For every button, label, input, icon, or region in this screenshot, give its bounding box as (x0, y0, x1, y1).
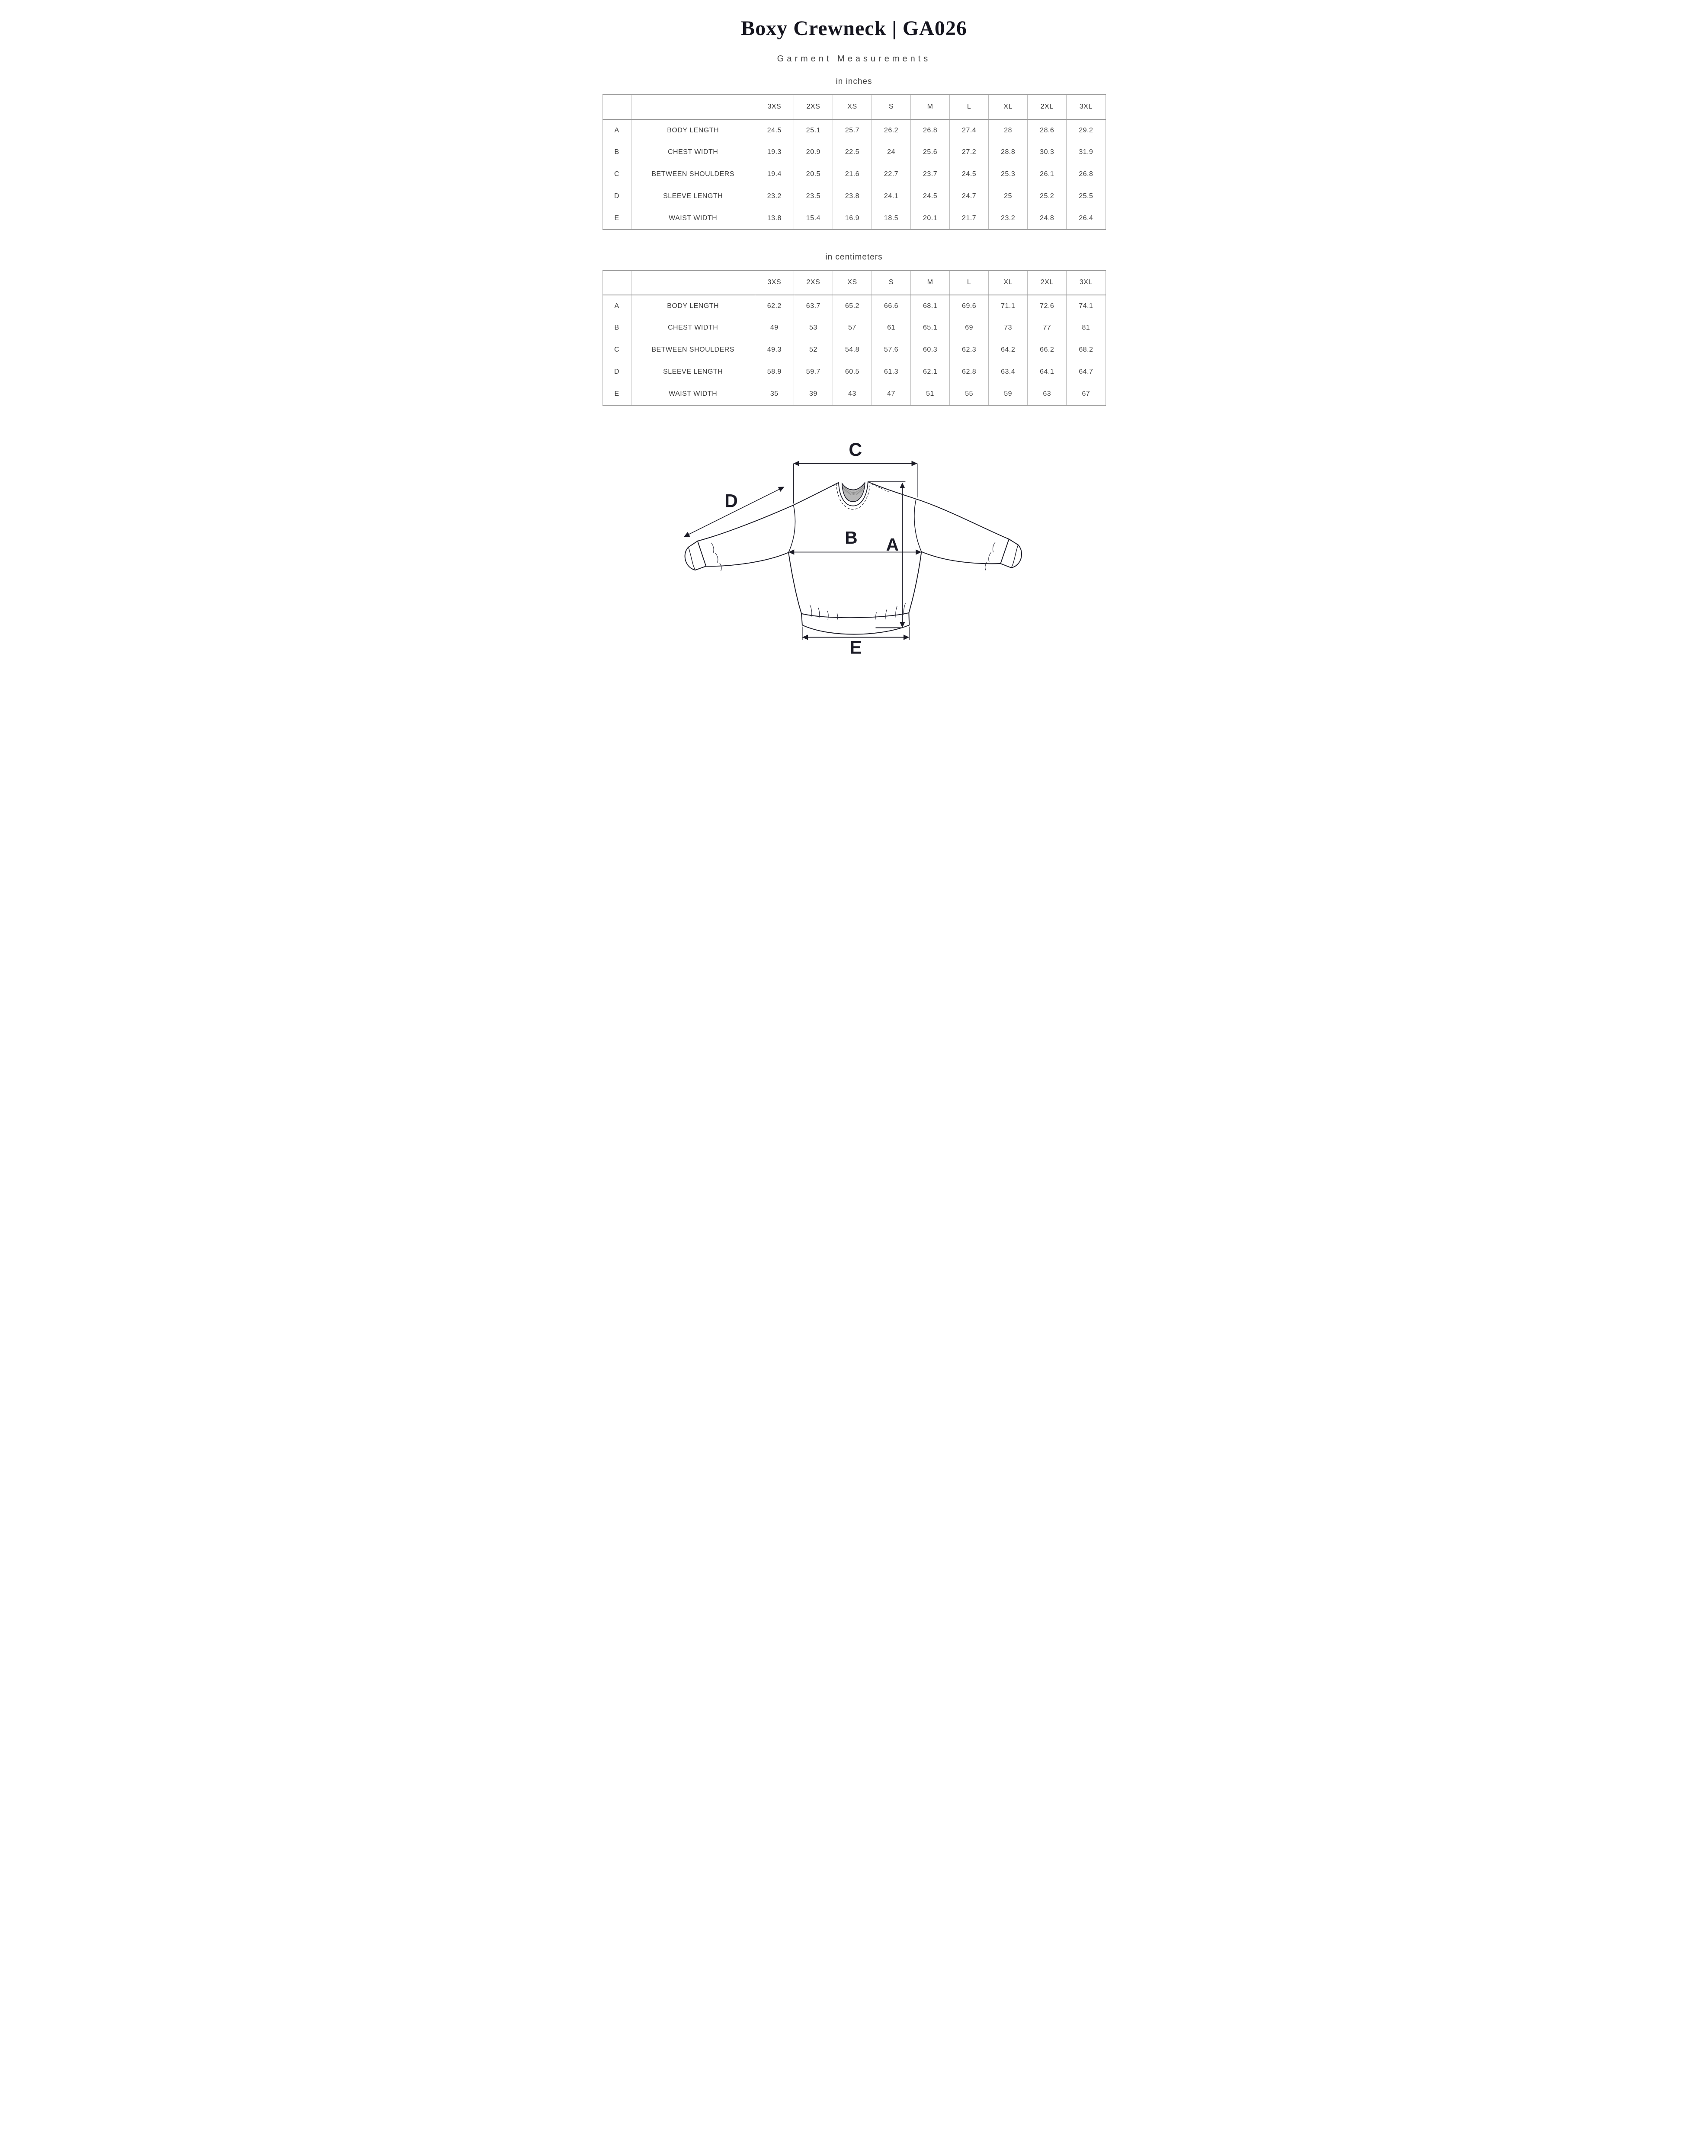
garment-diagram (586, 436, 1122, 667)
measurement-row (602, 208, 1106, 230)
label-sleeve-length: D (724, 490, 738, 511)
label-chest-width: B (844, 527, 858, 548)
inches-section (586, 77, 1122, 230)
c-arrowhead-left (793, 461, 799, 466)
measurement-row (602, 339, 1106, 361)
value-cell: 24.5 (911, 186, 950, 208)
corner-key-cell (602, 270, 631, 295)
row-key-cell: B (602, 141, 631, 163)
value-cell: 25.7 (833, 119, 872, 141)
value-cell: 63.7 (794, 295, 833, 317)
value-cell: 25 (989, 186, 1028, 208)
value-cell: 20.1 (911, 208, 950, 230)
value-cell: 69 (950, 317, 989, 339)
value-cell: 74.1 (1067, 295, 1106, 317)
value-cell: 77 (1028, 317, 1067, 339)
value-cell: 27.4 (950, 119, 989, 141)
corner-label-cell (631, 270, 755, 295)
row-label-cell: WAIST WIDTH (631, 383, 755, 405)
value-cell: 64.1 (1028, 361, 1067, 383)
value-cell: 59 (989, 383, 1028, 405)
a-arrowhead-top (900, 483, 905, 488)
value-cell: 16.9 (833, 208, 872, 230)
value-cell: 73 (989, 317, 1028, 339)
value-cell: 61.3 (872, 361, 910, 383)
value-cell: 35 (755, 383, 794, 405)
value-cell: 18.5 (872, 208, 910, 230)
e-arrowhead-right (903, 634, 909, 640)
row-key-cell: A (602, 119, 631, 141)
value-cell: 60.5 (833, 361, 872, 383)
value-cell: 25.2 (1028, 186, 1067, 208)
row-label-cell: BODY LENGTH (631, 295, 755, 317)
size-header-cell: L (950, 270, 989, 295)
centimeters-section (586, 253, 1122, 406)
row-key-cell: E (602, 208, 631, 230)
corner-key-cell (602, 95, 631, 119)
label-between-shoulders: C (848, 439, 862, 460)
label-waist-width: E (849, 637, 862, 658)
value-cell: 63 (1028, 383, 1067, 405)
value-cell: 60.3 (911, 339, 950, 361)
crewneck-flat-drawing (663, 436, 1045, 665)
value-cell: 25.1 (794, 119, 833, 141)
centimeters-table (602, 270, 1106, 406)
size-header-cell: L (950, 95, 989, 119)
value-cell: 13.8 (755, 208, 794, 230)
size-header-cell: XL (989, 95, 1028, 119)
value-cell: 47 (872, 383, 910, 405)
unit-label-inches: in inches (836, 77, 872, 86)
page-title: Boxy Crewneck | GA026 (741, 17, 967, 40)
measurement-row (602, 295, 1106, 317)
value-cell: 69.6 (950, 295, 989, 317)
row-key-cell: B (602, 317, 631, 339)
value-cell: 30.3 (1028, 141, 1067, 163)
value-cell: 24 (872, 141, 910, 163)
value-cell: 25.5 (1067, 186, 1106, 208)
value-cell: 26.4 (1067, 208, 1106, 230)
value-cell: 54.8 (833, 339, 872, 361)
value-cell: 23.5 (794, 186, 833, 208)
value-cell: 23.2 (989, 208, 1028, 230)
size-header-cell: S (872, 95, 910, 119)
value-cell: 61 (872, 317, 910, 339)
value-cell: 21.6 (833, 163, 872, 186)
row-label-cell: SLEEVE LENGTH (631, 186, 755, 208)
row-key-cell: D (602, 186, 631, 208)
measurement-row (602, 119, 1106, 141)
value-cell: 20.9 (794, 141, 833, 163)
value-cell: 24.8 (1028, 208, 1067, 230)
value-cell: 57 (833, 317, 872, 339)
value-cell: 23.8 (833, 186, 872, 208)
c-arrowhead-right (911, 461, 917, 466)
size-chart-page (586, 0, 1122, 693)
size-header-cell: 3XL (1067, 95, 1106, 119)
size-header-cell: XS (833, 95, 872, 119)
value-cell: 81 (1067, 317, 1106, 339)
row-label-cell: SLEEVE LENGTH (631, 361, 755, 383)
value-cell: 19.4 (755, 163, 794, 186)
row-label-cell: WAIST WIDTH (631, 208, 755, 230)
row-label-cell: CHEST WIDTH (631, 317, 755, 339)
row-key-cell: C (602, 163, 631, 186)
value-cell: 26.2 (872, 119, 910, 141)
value-cell: 53 (794, 317, 833, 339)
value-cell: 19.3 (755, 141, 794, 163)
row-key-cell: C (602, 339, 631, 361)
value-cell: 66.2 (1028, 339, 1067, 361)
size-header-cell: 3XL (1067, 270, 1106, 295)
value-cell: 25.3 (989, 163, 1028, 186)
value-cell: 26.8 (1067, 163, 1106, 186)
value-cell: 28.6 (1028, 119, 1067, 141)
value-cell: 23.2 (755, 186, 794, 208)
value-cell: 15.4 (794, 208, 833, 230)
page-subtitle: Garment Measurements (777, 54, 931, 64)
measurement-row (602, 163, 1106, 186)
value-cell: 52 (794, 339, 833, 361)
value-cell: 27.2 (950, 141, 989, 163)
value-cell: 68.2 (1067, 339, 1106, 361)
value-cell: 28 (989, 119, 1028, 141)
row-key-cell: D (602, 361, 631, 383)
value-cell: 67 (1067, 383, 1106, 405)
value-cell: 24.5 (950, 163, 989, 186)
measurement-row (602, 186, 1106, 208)
measurement-row (602, 383, 1106, 405)
value-cell: 62.1 (911, 361, 950, 383)
size-header-cell: XS (833, 270, 872, 295)
value-cell: 65.2 (833, 295, 872, 317)
value-cell: 22.7 (872, 163, 910, 186)
value-cell: 55 (950, 383, 989, 405)
value-cell: 49.3 (755, 339, 794, 361)
value-cell: 43 (833, 383, 872, 405)
value-cell: 25.6 (911, 141, 950, 163)
value-cell: 63.4 (989, 361, 1028, 383)
value-cell: 62.3 (950, 339, 989, 361)
value-cell: 68.1 (911, 295, 950, 317)
value-cell: 71.1 (989, 295, 1028, 317)
row-label-cell: BETWEEN SHOULDERS (631, 339, 755, 361)
value-cell: 59.7 (794, 361, 833, 383)
measurement-row (602, 317, 1106, 339)
size-header-cell: S (872, 270, 910, 295)
unit-label-centimeters: in centimeters (825, 252, 883, 262)
size-header-cell: 2XS (794, 95, 833, 119)
value-cell: 64.7 (1067, 361, 1106, 383)
value-cell: 66.6 (872, 295, 910, 317)
value-cell: 28.8 (989, 141, 1028, 163)
size-header-cell: 2XL (1028, 270, 1067, 295)
value-cell: 24.5 (755, 119, 794, 141)
corner-label-cell (631, 95, 755, 119)
value-cell: 20.5 (794, 163, 833, 186)
measurement-row (602, 141, 1106, 163)
value-cell: 22.5 (833, 141, 872, 163)
row-label-cell: CHEST WIDTH (631, 141, 755, 163)
row-key-cell: E (602, 383, 631, 405)
row-key-cell: A (602, 295, 631, 317)
value-cell: 51 (911, 383, 950, 405)
value-cell: 24.7 (950, 186, 989, 208)
size-header-cell: 2XL (1028, 95, 1067, 119)
value-cell: 72.6 (1028, 295, 1067, 317)
value-cell: 62.8 (950, 361, 989, 383)
label-body-length: A (886, 534, 899, 554)
size-header-cell: XL (989, 270, 1028, 295)
row-label-cell: BETWEEN SHOULDERS (631, 163, 755, 186)
value-cell: 39 (794, 383, 833, 405)
value-cell: 24.1 (872, 186, 910, 208)
size-header-cell: M (911, 95, 950, 119)
size-header-cell: 3XS (755, 95, 794, 119)
value-cell: 29.2 (1067, 119, 1106, 141)
value-cell: 57.6 (872, 339, 910, 361)
value-cell: 58.9 (755, 361, 794, 383)
value-cell: 49 (755, 317, 794, 339)
size-header-row (602, 270, 1106, 295)
size-header-cell: M (911, 270, 950, 295)
size-header-row (602, 95, 1106, 119)
value-cell: 23.7 (911, 163, 950, 186)
size-header-cell: 3XS (755, 270, 794, 295)
value-cell: 62.2 (755, 295, 794, 317)
row-label-cell: BODY LENGTH (631, 119, 755, 141)
value-cell: 26.8 (911, 119, 950, 141)
value-cell: 31.9 (1067, 141, 1106, 163)
value-cell: 26.1 (1028, 163, 1067, 186)
inches-table (602, 94, 1106, 230)
value-cell: 64.2 (989, 339, 1028, 361)
e-arrowhead-left (802, 634, 808, 640)
size-header-cell: 2XS (794, 270, 833, 295)
value-cell: 65.1 (911, 317, 950, 339)
measurement-row (602, 361, 1106, 383)
value-cell: 21.7 (950, 208, 989, 230)
